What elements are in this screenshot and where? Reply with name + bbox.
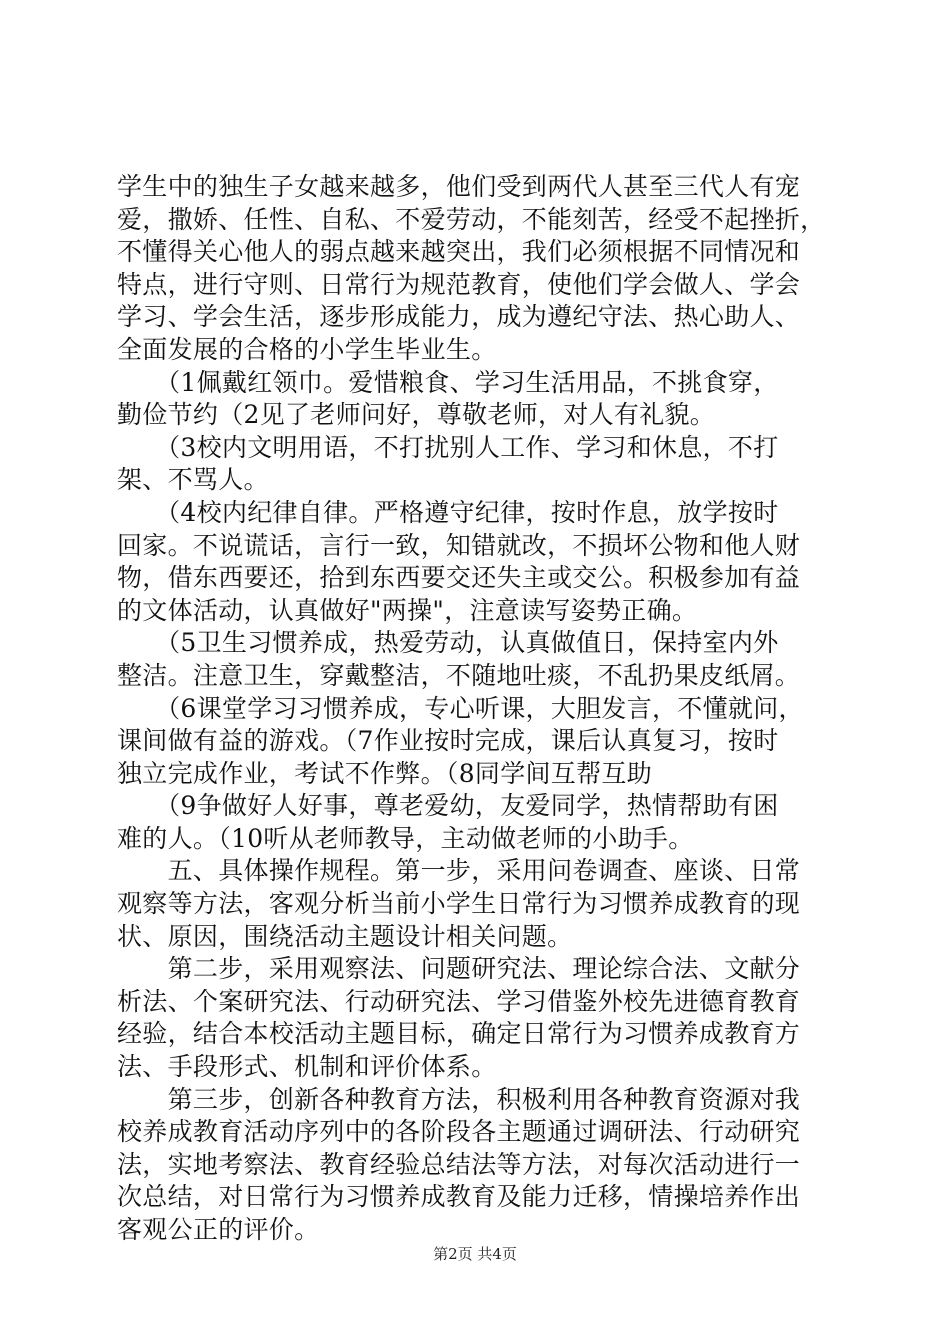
text-line: 课间做有益的游戏。（7作业按时完成，课后认真复习，按时	[117, 726, 779, 756]
text-line: 析法、个案研究法、行动研究法、学习借鉴外校先进德育教育	[117, 986, 801, 1016]
text-line: 全面发展的合格的小学生毕业生。	[117, 334, 497, 364]
text-line: 学习、学会生活，逐步形成能力，成为遵纪守法、热心助人、	[117, 302, 801, 332]
text-line: 校养成教育活动序列中的各阶段各主题通过调研法、行动研究	[117, 1117, 801, 1147]
text-line: 五、具体操作规程。第一步，采用问卷调查、座谈、日常	[117, 856, 801, 886]
text-line: 架、不骂人。	[117, 465, 269, 495]
text-line: 回家。不说谎话，言行一致，知错就改，不损坏公物和他人财	[117, 530, 801, 560]
text-line: 的文体活动，认真做好"两操"，注意读写姿势正确。	[117, 595, 698, 625]
text-line: 独立完成作业，考试不作弊。（8同学间互帮互助	[117, 758, 653, 788]
text-line: （9争做好人好事，尊老爱幼，友爱同学，热情帮助有困	[117, 791, 779, 821]
text-line: 爱，撒娇、任性、自私、不爱劳动，不能刻苦，经受不起挫折，	[117, 204, 826, 234]
text-line: （3校内文明用语，不打扰别人工作、学习和休息，不打	[117, 432, 779, 462]
text-line: 法、手段形式、机制和评价体系。	[117, 1052, 497, 1082]
text-line: 学生中的独生子女越来越多，他们受到两代人甚至三代人有宠	[117, 172, 801, 201]
text-line: （6课堂学习习惯养成，专心听课，大胆发言，不懂就问，	[117, 693, 804, 723]
text-line: （1佩戴红领巾。爱惜粮食、学习生活用品，不挑食穿，	[117, 367, 779, 397]
text-line: 客观公正的评价。	[117, 1215, 320, 1244]
text-line: 经验，结合本校活动主题目标，确定日常行为习惯养成教育方	[117, 1019, 801, 1049]
text-line: 不懂得关心他人的弱点越来越突出，我们必须根据不同情况和	[117, 237, 801, 267]
text-line: 物，借东西要还，拾到东西要交还失主或交公。积极参加有益	[117, 563, 801, 593]
text-line: 难的人。（10听从老师教导，主动做老师的小助手。	[117, 823, 694, 853]
text-line: （5卫生习惯养成，热爱劳动，认真做值日，保持室内外	[117, 628, 779, 658]
text-line: 第二步，采用观察法、问题研究法、理论综合法、文献分	[117, 954, 801, 984]
text-line: 第三步，创新各种教育方法，积极利用各种教育资源对我	[117, 1084, 801, 1114]
text-line: （4校内纪律自律。严格遵守纪律，按时作息，放学按时	[117, 497, 779, 527]
document-body	[117, 171, 843, 1247]
text-line: 状、原因，围绕活动主题设计相关问题。	[117, 921, 573, 951]
text-line: 法，实地考察法、教育经验总结法等方法，对每次活动进行一	[117, 1149, 801, 1179]
text-line: 观察等方法，客观分析当前小学生日常行为习惯养成教育的现	[117, 889, 801, 919]
text-line: 特点，进行守则、日常行为规范教育，使他们学会做人、学会	[117, 269, 801, 299]
page-number-footer: 第2页 共4页	[433, 1245, 517, 1263]
text-line: 次总结，对日常行为习惯养成教育及能力迁移，情操培养作出	[117, 1182, 801, 1212]
text-line: 整洁。注意卫生，穿戴整洁，不随地吐痰，不乱扔果皮纸屑。	[117, 660, 801, 690]
text-line: 勤俭节约（2见了老师问好，尊敬老师，对人有礼貌。	[117, 400, 716, 430]
